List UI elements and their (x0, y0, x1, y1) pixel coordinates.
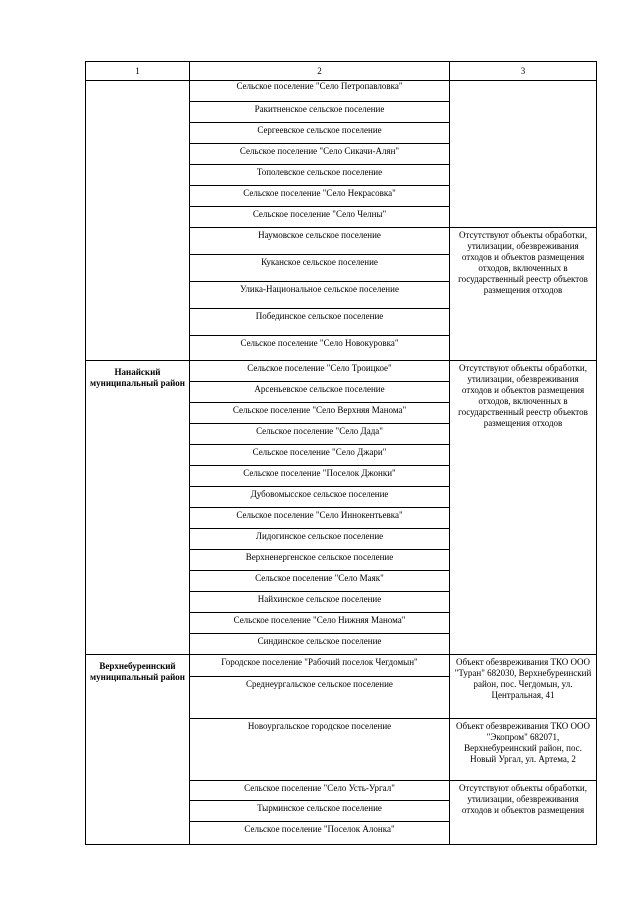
settlement-cell: Городское поселение "Рабочий поселок Чегдомын" (190, 655, 450, 677)
settlement-cell: Сельское поселение "Поселок Алонка" (190, 822, 450, 845)
settlement-cell: Улика-Национальное сельское поселение (190, 282, 450, 309)
settlement-cell: Сельское поселение "Село Джари" (190, 445, 450, 466)
header-col-1: 1 (86, 62, 190, 81)
district-nanaisky: Нанайский муниципальный район (86, 361, 190, 655)
header-col-3: 3 (450, 62, 597, 81)
settlement-cell: Найхинское сельское поселение (190, 592, 450, 613)
facility-ekoprom: Объект обезвреживания ТКО ООО "Экопром" 682071, Верхнебуреинский район, пос. Новый Ургал, ул. Артема, 2 (450, 719, 597, 781)
settlement-cell: Новоургальское городское поселение (190, 719, 450, 781)
settlements-table (85, 61, 597, 845)
note-cell-empty (450, 81, 597, 228)
settlement-cell: Сельское поселение "Село Дада" (190, 424, 450, 445)
settlement-cell: Сельское поселение "Село Новокуровка" (190, 336, 450, 361)
settlement-cell: Сельское поселение "Село Петропавловка" (190, 81, 450, 102)
header-row (86, 62, 597, 81)
settlement-cell: Сельское поселение "Село Некрасовка" (190, 186, 450, 207)
settlement-cell: Наумовское сельское поселение (190, 228, 450, 255)
district-cell-continued (86, 81, 190, 361)
no-facilities-note: Отсутствуют объекты обработки, утилизации, обезвреживания отходов и объектов размещения отходов, включенных в государственный реестр объектов размещения отходов (450, 361, 597, 655)
settlement-cell: Сельское поселение "Село Нижняя Манома" (190, 613, 450, 634)
settlement-cell: Сельское поселение "Село Троицкое" (190, 361, 450, 382)
no-facilities-note: Отсутствуют объекты обработки, утилизации, обезвреживания отходов и объектов размещения отходов, включенных в государственный реестр объектов размещения отходов (450, 228, 597, 361)
settlement-cell: Сельское поселение "Село Челны" (190, 207, 450, 228)
settlement-cell: Лидогинское сельское поселение (190, 529, 450, 550)
settlement-cell: Сельское поселение "Село Усть-Ургал" (190, 781, 450, 801)
settlement-cell: Дубовомысское сельское поселение (190, 487, 450, 508)
settlement-cell: Сельское поселение "Село Иннокентьевка" (190, 508, 450, 529)
facility-turan: Объект обезвреживания ТКО ООО "Туран" 682030, Верхнебуреинский район, пос. Чегдомын, ул. Центральная, 41 (450, 655, 597, 719)
no-facilities-note-partial: Отсутствуют объекты обработки, утилизации, обезвреживания отходов и объектов размещения (450, 781, 597, 845)
settlement-cell: Среднеургальское сельское поселение (190, 677, 450, 719)
settlement-cell: Сергеевское сельское поселение (190, 123, 450, 144)
settlement-cell: Тополевское сельское поселение (190, 165, 450, 186)
header-col-2: 2 (190, 62, 450, 81)
settlement-cell: Побединское сельское поселение (190, 309, 450, 336)
settlement-cell: Сельское поселение "Село Сикачи-Алян" (190, 144, 450, 165)
settlement-cell: Сельское поселение "Село Верхняя Манома" (190, 403, 450, 424)
settlement-cell: Ракитненское сельское поселение (190, 102, 450, 123)
district-verkhnebureinsky: Верхнебуреинский муниципальный район (86, 655, 190, 845)
settlement-cell: Сельское поселение "Село Маяк" (190, 571, 450, 592)
settlement-cell: Куканское сельское поселение (190, 255, 450, 282)
settlement-cell: Сельское поселение "Поселок Джонки" (190, 466, 450, 487)
settlement-cell: Тырминское сельское поселение (190, 801, 450, 822)
settlement-cell: Арсеньевское сельское поселение (190, 382, 450, 403)
settlement-cell: Верхненергенское сельское поселение (190, 550, 450, 571)
settlement-cell: Синдинское сельское поселение (190, 634, 450, 655)
